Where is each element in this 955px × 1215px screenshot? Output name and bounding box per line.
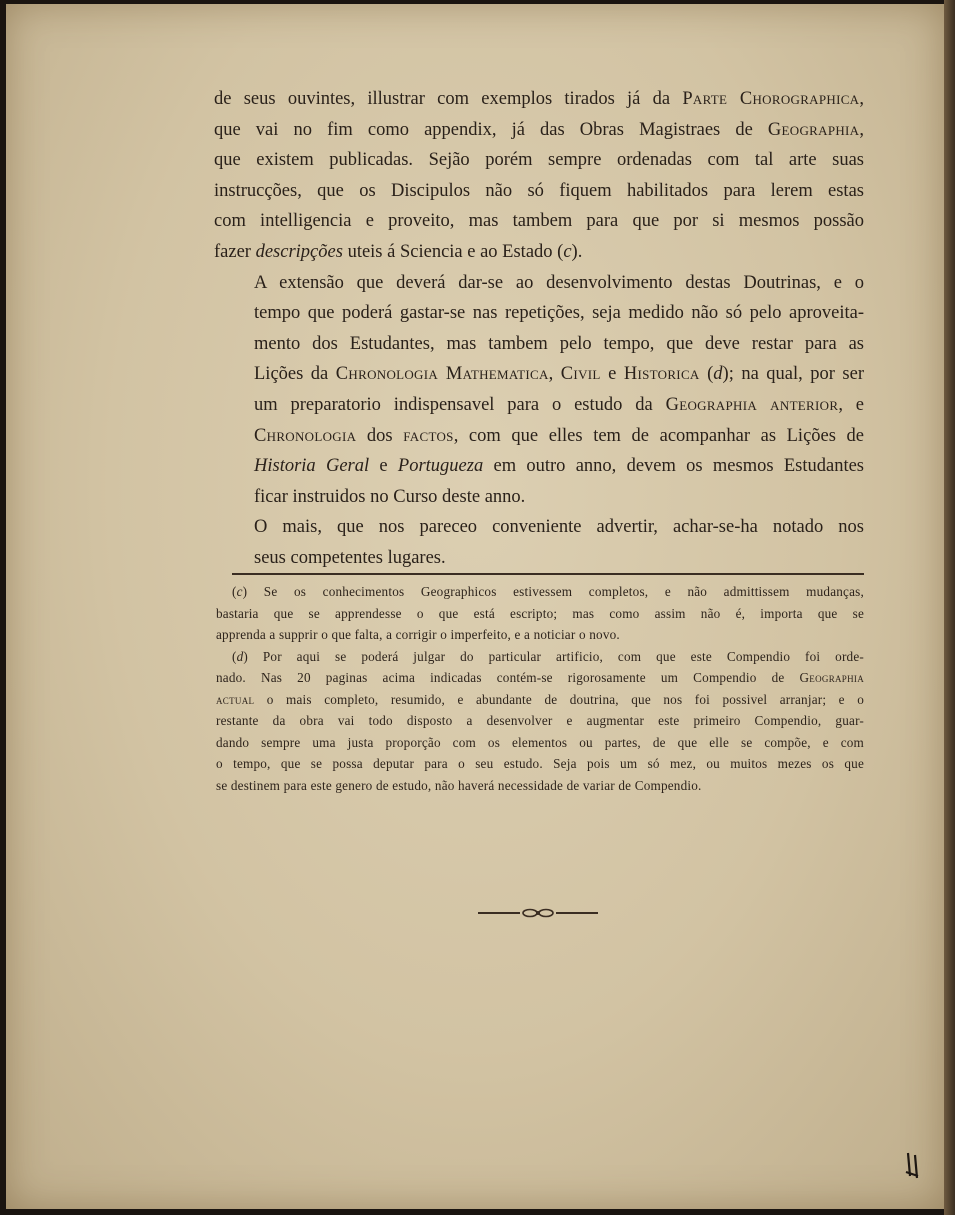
text-segment: dos [356, 425, 404, 446]
text-segment: o tempo, que se possa deputar para o seu estudo. Seja pois um só mez, ou muitos mezes os que [216, 756, 864, 771]
text-segment: Civil [560, 364, 601, 385]
text-segment: instrucções, que os Discipulos não só fiquem habilitados para lerem estas [214, 180, 864, 201]
text-line [214, 237, 864, 268]
text-segment: , [859, 119, 864, 140]
text-line [214, 329, 864, 360]
text-line [214, 268, 864, 299]
text-line [216, 603, 864, 625]
text-line [216, 775, 864, 797]
text-segment: o mais completo, resumido, e abundante de doutrina, que nos foi possivel arranjar; e o [254, 691, 864, 707]
text-segment: Historia Geral [254, 456, 370, 477]
text-segment: Geographia [799, 670, 864, 685]
text-segment: nado. Nas 20 paginas acima indicadas contém-se rigorosamente um Compendio de [216, 670, 800, 685]
text-line [216, 581, 864, 603]
text-segment: dando sempre uma justa proporção com os elementos ou partes, de que elle se compõe, e com [216, 734, 864, 750]
text-segment: uteis á Sciencia e ao Estado ( [342, 241, 564, 262]
text-segment: e [600, 364, 624, 385]
footnote-c [216, 581, 864, 646]
text-line [214, 359, 864, 390]
text-segment: ( [699, 364, 714, 385]
footnote-d [216, 646, 864, 797]
text-segment: ( [232, 648, 237, 664]
footnotes [216, 581, 864, 796]
paragraph-3 [214, 512, 864, 573]
text-line [216, 710, 864, 732]
text-line [214, 206, 864, 237]
text-segment: mento dos Estudantes, mas tambem pelo tempo, que deve restar para as [254, 333, 864, 354]
text-line [216, 753, 864, 775]
text-segment: Chronologia Mathematica [335, 364, 549, 385]
text-segment: c [236, 584, 243, 599]
text-segment: apprenda a supprir o que falta, a corrigir o imperfeito, e a noticiar o novo. [216, 627, 620, 642]
text-line [214, 543, 864, 574]
text-segment: ( [232, 584, 237, 599]
text-line [214, 115, 864, 146]
text-segment: , [548, 364, 561, 385]
text-segment: d [713, 364, 723, 385]
ink-mark-icon [903, 1150, 923, 1180]
text-segment: se destinem para este genero de estudo, não haverá necessidade de variar de Compendio. [216, 777, 702, 793]
text-segment: d [236, 648, 244, 664]
text-line [214, 145, 864, 176]
text-segment: ); na qual, por ser [722, 364, 864, 385]
text-line [216, 732, 864, 754]
text-segment: Lições da [254, 364, 336, 385]
text-segment: que existem publicadas. Sejão porém sempre ordenadas com tal arte suas [214, 150, 864, 171]
text-line [214, 451, 864, 482]
text-segment: restante da obra vai todo disposto a desenvolver e augmentar este primeiro Compendio, guar- [216, 713, 864, 728]
text-segment: A extensão que deverá dar-se ao desenvolvimento destas Doutrinas, e o [254, 272, 864, 293]
text-segment: ). [571, 241, 583, 262]
text-line [214, 482, 864, 513]
text-line [214, 84, 864, 115]
main-text [214, 84, 864, 574]
text-segment: tempo que poderá gastar-se nas repetições, seja medido não só pelo aproveita- [254, 303, 864, 324]
text-segment: de seus ouvintes, illustrar com exemplos tirados já da [214, 89, 683, 109]
text-segment: Historica [623, 364, 700, 385]
text-segment: seus competentes lugares. [254, 547, 446, 568]
text-segment: ) Se os conhecimentos Geographicos estivessem completos, e não admittissem mudanças, [242, 584, 864, 599]
text-segment: descripções [255, 241, 343, 262]
tailpiece-ornament-icon [478, 904, 598, 922]
page-edge-shadow [944, 0, 955, 1215]
text-segment: , e [838, 394, 865, 415]
text-segment: Geographia [767, 119, 860, 140]
text-segment: que vai no fim como appendix, já das Obras Magistraes de [214, 119, 768, 140]
text-line [214, 176, 864, 207]
text-segment: c [563, 241, 572, 262]
text-line [214, 421, 864, 452]
text-segment: Geographia anterior [665, 394, 839, 415]
paragraph-2 [214, 268, 864, 513]
text-segment: ) Por aqui se poderá julgar do particular artificio, com que este Compendio foi orde- [243, 648, 864, 664]
text-line [214, 298, 864, 329]
text-segment: um preparatorio indispensavel para o estudo da [254, 394, 666, 415]
text-line [214, 390, 864, 421]
text-segment: O mais, que nos pareceo conveniente advertir, achar-se-ha notado nos [254, 517, 864, 538]
text-line [216, 689, 864, 711]
text-segment: Parte Chorographica [682, 89, 860, 109]
text-line [214, 512, 864, 543]
text-segment: factos [403, 425, 454, 446]
text-line [216, 667, 864, 689]
text-segment: fazer [214, 241, 256, 262]
footnote-rule [232, 573, 864, 575]
text-segment: , [859, 89, 864, 109]
text-segment: em outro anno, devem os mesmos Estudantes [483, 456, 864, 477]
text-segment: actual [216, 691, 255, 707]
text-segment: e [369, 456, 398, 477]
text-segment: , com que elles tem de acompanhar as Lições de [453, 425, 865, 446]
text-segment: Chronologia [254, 425, 357, 446]
text-line [216, 646, 864, 668]
paragraph-1 [214, 84, 864, 268]
text-segment: bastaria que se apprendesse o que está escripto; mas como assim não é, importa que se [216, 605, 864, 621]
text-segment: ficar instruidos no Curso deste anno. [254, 486, 526, 507]
text-line [216, 624, 864, 646]
text-segment: Portugueza [397, 456, 484, 477]
text-segment: com intelligencia e proveito, mas tambem para que por si mesmos possão [214, 211, 864, 232]
